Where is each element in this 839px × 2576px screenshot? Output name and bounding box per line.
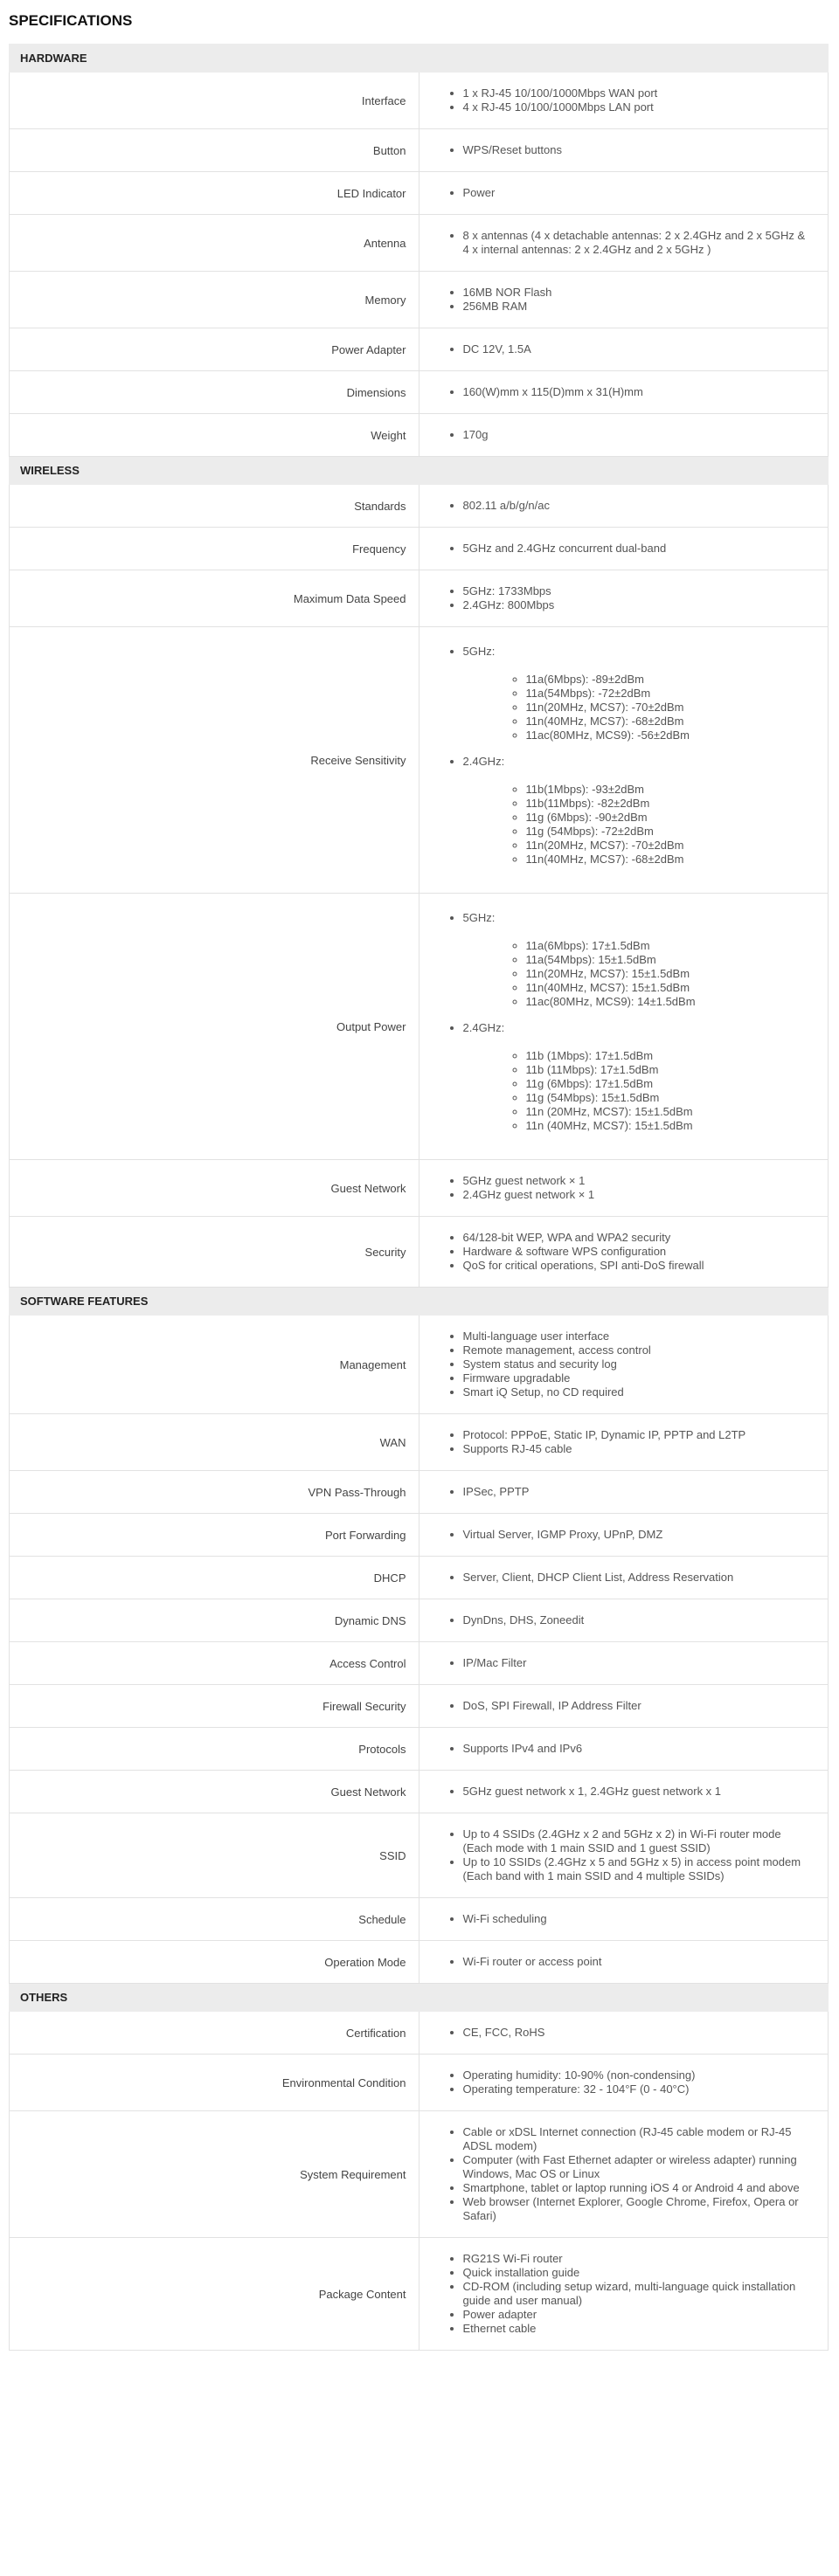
spec-value-item: • Smartphone, tablet or laptop running iOS 4 or Android 4 and above xyxy=(463,2181,811,2195)
spec-band-list xyxy=(463,673,811,742)
spec-value-item: • RG21S Wi-Fi router xyxy=(463,2252,811,2266)
spec-label: Port Forwarding xyxy=(10,1514,420,1557)
spec-value-list xyxy=(437,1528,811,1542)
spec-value xyxy=(419,1514,829,1557)
spec-label: Receive Sensitivity xyxy=(10,627,420,894)
spec-label: VPN Pass-Through xyxy=(10,1471,420,1514)
spec-value xyxy=(419,2012,829,2055)
spec-label: Output Power xyxy=(10,894,420,1160)
section-title: SOFTWARE FEATURES xyxy=(10,1288,829,1316)
spec-value xyxy=(419,328,829,371)
spec-band-item: ◦ 11ac(80MHz, MCS9): -56±2dBm xyxy=(526,729,811,742)
spec-value xyxy=(419,215,829,272)
spec-value-item: • Smart iQ Setup, no CD required xyxy=(463,1385,811,1399)
spec-label: Memory xyxy=(10,272,420,328)
spec-label: Dimensions xyxy=(10,371,420,414)
spec-value-item: • Cable or xDSL Internet connection (RJ-45 cable modem or RJ-45 ADSL modem) xyxy=(463,2125,811,2153)
spec-label: Management xyxy=(10,1316,420,1414)
spec-value-list xyxy=(437,229,811,257)
spec-row-operation-mode xyxy=(10,1941,829,1984)
spec-row-led-indicator xyxy=(10,172,829,215)
spec-label: Operation Mode xyxy=(10,1941,420,1984)
spec-value xyxy=(419,1316,829,1414)
spec-label: Protocols xyxy=(10,1728,420,1771)
spec-value xyxy=(419,1728,829,1771)
spec-value xyxy=(419,1898,829,1941)
spec-value-list xyxy=(437,542,811,556)
spec-row-package-content xyxy=(10,2238,829,2351)
spec-row-dimensions xyxy=(10,371,829,414)
spec-value-item: • Hardware & software WPS configuration xyxy=(463,1245,811,1259)
spec-value xyxy=(419,1813,829,1898)
spec-band-item: ◦ 11n(20MHz, MCS7): -70±2dBm xyxy=(526,839,811,853)
spec-value-item: • System status and security log xyxy=(463,1357,811,1371)
spec-band-list xyxy=(463,1049,811,1133)
spec-row-receive-sensitivity xyxy=(10,627,829,894)
spec-band-list xyxy=(463,783,811,867)
spec-row-output-power xyxy=(10,894,829,1160)
spec-value-item: • Up to 4 SSIDs (2.4GHz x 2 and 5GHz x 2) in Wi-Fi router mode (Each mode with 1 main SSID and 1 guest SSID) xyxy=(463,1827,811,1855)
spec-value-item: • WPS/Reset buttons xyxy=(463,143,811,157)
spec-value-item: • CD-ROM (including setup wizard, multi-language quick installation guide and user manual) xyxy=(463,2280,811,2308)
spec-value-item: • DynDns, DHS, Zoneedit xyxy=(463,1613,811,1627)
spec-value-list xyxy=(437,1785,811,1799)
spec-band-group xyxy=(463,645,811,742)
spec-value-item: • 4 x RJ-45 10/100/1000Mbps LAN port xyxy=(463,100,811,114)
spec-value-item: • 170g xyxy=(463,428,811,442)
section-header-hardware xyxy=(10,45,829,73)
spec-value-list xyxy=(437,1231,811,1273)
spec-value-item: • Ethernet cable xyxy=(463,2322,811,2336)
spec-label: Antenna xyxy=(10,215,420,272)
spec-row-port-forwarding xyxy=(10,1514,829,1557)
spec-value-list xyxy=(437,1699,811,1713)
spec-value xyxy=(419,627,829,894)
spec-value-list xyxy=(437,86,811,114)
spec-value-item: • Virtual Server, IGMP Proxy, UPnP, DMZ xyxy=(463,1528,811,1542)
spec-value-item: • QoS for critical operations, SPI anti-DoS firewall xyxy=(463,1259,811,1273)
spec-value-item: • 2.4GHz guest network × 1 xyxy=(463,1188,811,1202)
section-title: OTHERS xyxy=(10,1984,829,2012)
spec-value xyxy=(419,2055,829,2111)
spec-row-protocols xyxy=(10,1728,829,1771)
spec-value xyxy=(419,528,829,570)
spec-row-memory xyxy=(10,272,829,328)
section-header-others xyxy=(10,1984,829,2012)
spec-value-item: • Firmware upgradable xyxy=(463,1371,811,1385)
spec-band-label: 5GHz: xyxy=(462,911,496,924)
spec-band-group xyxy=(463,1021,811,1133)
spec-value-item: • 5GHz guest network × 1 xyxy=(463,1174,811,1188)
spec-row-system-requirement xyxy=(10,2111,829,2238)
spec-band-item: ◦ 11a(6Mbps): -89±2dBm xyxy=(526,673,811,687)
spec-row-dynamic-dns xyxy=(10,1599,829,1642)
spec-value-item: • Supports RJ-45 cable xyxy=(463,1442,811,1456)
section-title: WIRELESS xyxy=(10,457,829,485)
spec-value-item: • IP/Mac Filter xyxy=(463,1656,811,1670)
spec-value-item: • 256MB RAM xyxy=(463,300,811,314)
spec-band-item: ◦ 11n (20MHz, MCS7): 15±1.5dBm xyxy=(526,1105,811,1119)
spec-value-item: • DoS, SPI Firewall, IP Address Filter xyxy=(463,1699,811,1713)
spec-value xyxy=(419,1599,829,1642)
spec-value xyxy=(419,414,829,457)
spec-value-item: • Up to 10 SSIDs (2.4GHz x 5 and 5GHz x 5) in access point modem (Each band with 1 main SSID and 4 multiple SSIDs) xyxy=(463,1855,811,1883)
spec-value-list xyxy=(437,385,811,399)
spec-label: Frequency xyxy=(10,528,420,570)
spec-value xyxy=(419,172,829,215)
spec-label: DHCP xyxy=(10,1557,420,1599)
spec-value-item: • 8 x antennas (4 x detachable antennas: 2 x 2.4GHz and 2 x 5GHz & 4 x internal antennas: 2 x 2.4GHz and 2 x 5GHz ) xyxy=(463,229,811,257)
spec-band-item: ◦ 11b (11Mbps): 17±1.5dBm xyxy=(526,1063,811,1077)
spec-value-list xyxy=(437,584,811,612)
spec-band-group xyxy=(463,911,811,1009)
spec-row-certification xyxy=(10,2012,829,2055)
spec-label: Access Control xyxy=(10,1642,420,1685)
spec-row-wan xyxy=(10,1414,829,1471)
spec-value-list xyxy=(437,1485,811,1499)
spec-row-security xyxy=(10,1217,829,1288)
spec-band-label: 2.4GHz: xyxy=(462,1021,505,1034)
spec-band-group xyxy=(463,755,811,867)
spec-value-item: • Protocol: PPPoE, Static IP, Dynamic IP, PPTP and L2TP xyxy=(463,1428,811,1442)
spec-value xyxy=(419,1471,829,1514)
spec-value-item: • Remote management, access control xyxy=(463,1343,811,1357)
spec-row-interface xyxy=(10,73,829,129)
spec-label: LED Indicator xyxy=(10,172,420,215)
spec-value-list xyxy=(437,645,811,867)
spec-value xyxy=(419,371,829,414)
spec-row-schedule xyxy=(10,1898,829,1941)
spec-value-item: • 802.11 a/b/g/n/ac xyxy=(463,499,811,513)
spec-value-item: • 16MB NOR Flash xyxy=(463,286,811,300)
spec-value-list xyxy=(437,286,811,314)
spec-value-item: • Multi-language user interface xyxy=(463,1329,811,1343)
spec-value xyxy=(419,73,829,129)
spec-value-item: • Wi-Fi router or access point xyxy=(463,1955,811,1969)
spec-label: Power Adapter xyxy=(10,328,420,371)
spec-value-item: • 5GHz guest network x 1, 2.4GHz guest network x 1 xyxy=(463,1785,811,1799)
spec-label: SSID xyxy=(10,1813,420,1898)
spec-value-item: • IPSec, PPTP xyxy=(463,1485,811,1499)
spec-label: Guest Network xyxy=(10,1771,420,1813)
spec-value-item: • 64/128-bit WEP, WPA and WPA2 security xyxy=(463,1231,811,1245)
spec-value-item: • Quick installation guide xyxy=(463,2266,811,2280)
spec-band-label: 2.4GHz: xyxy=(462,755,505,768)
spec-label: Standards xyxy=(10,485,420,528)
spec-value-item: • 1 x RJ-45 10/100/1000Mbps WAN port xyxy=(463,86,811,100)
spec-value-item: • Wi-Fi scheduling xyxy=(463,1912,811,1926)
spec-value-list xyxy=(437,342,811,356)
spec-band-item: ◦ 11n(40MHz, MCS7): -68±2dBm xyxy=(526,715,811,729)
spec-value-item: • 2.4GHz: 800Mbps xyxy=(463,598,811,612)
page-title: SPECIFICATIONS xyxy=(9,12,133,29)
spec-value-list xyxy=(437,186,811,200)
spec-row-vpn-pass-through xyxy=(10,1471,829,1514)
spec-value-list xyxy=(437,1174,811,1202)
spec-value-list xyxy=(437,428,811,442)
section-header-wireless xyxy=(10,457,829,485)
spec-value-item: • Web browser (Internet Explorer, Google Chrome, Firefox, Opera or Safari) xyxy=(463,2195,811,2223)
spec-label: Schedule xyxy=(10,1898,420,1941)
spec-value-list xyxy=(437,2252,811,2336)
spec-value-list xyxy=(437,1571,811,1585)
spec-row-button xyxy=(10,129,829,172)
spec-row-standards xyxy=(10,485,829,528)
spec-band-item: ◦ 11ac(80MHz, MCS9): 14±1.5dBm xyxy=(526,995,811,1009)
spec-row-frequency xyxy=(10,528,829,570)
spec-value-list xyxy=(437,1613,811,1627)
spec-value-list xyxy=(437,911,811,1133)
spec-value xyxy=(419,1771,829,1813)
spec-row-weight xyxy=(10,414,829,457)
spec-label: Environmental Condition xyxy=(10,2055,420,2111)
spec-value-list xyxy=(437,1912,811,1926)
spec-value-item: • 5GHz and 2.4GHz concurrent dual-band xyxy=(463,542,811,556)
spec-label: Maximum Data Speed xyxy=(10,570,420,627)
spec-label: Guest Network xyxy=(10,1160,420,1217)
spec-band-item: ◦ 11g (54Mbps): 15±1.5dBm xyxy=(526,1091,811,1105)
spec-row-guest-network xyxy=(10,1160,829,1217)
spec-table-body xyxy=(10,45,829,2351)
spec-value-item: • DC 12V, 1.5A xyxy=(463,342,811,356)
spec-row-management xyxy=(10,1316,829,1414)
spec-band-item: ◦ 11b(11Mbps): -82±2dBm xyxy=(526,797,811,811)
spec-value-list xyxy=(437,1827,811,1883)
spec-value-list xyxy=(437,1656,811,1670)
spec-band-item: ◦ 11g (54Mbps): -72±2dBm xyxy=(526,825,811,839)
section-header-software-features xyxy=(10,1288,829,1316)
spec-band-item: ◦ 11b (1Mbps): 17±1.5dBm xyxy=(526,1049,811,1063)
spec-label: Package Content xyxy=(10,2238,420,2351)
spec-row-guest-network xyxy=(10,1771,829,1813)
spec-value-list xyxy=(437,143,811,157)
spec-label: WAN xyxy=(10,1414,420,1471)
spec-table xyxy=(9,44,829,2351)
spec-label: Certification xyxy=(10,2012,420,2055)
spec-value xyxy=(419,1217,829,1288)
spec-band-item: ◦ 11a(54Mbps): -72±2dBm xyxy=(526,687,811,701)
spec-value-list xyxy=(437,499,811,513)
spec-value-item: • Operating humidity: 10-90% (non-condensing) xyxy=(463,2068,811,2082)
spec-band-label: 5GHz: xyxy=(462,645,496,658)
spec-row-ssid xyxy=(10,1813,829,1898)
spec-value xyxy=(419,1642,829,1685)
spec-value xyxy=(419,2238,829,2351)
spec-label: Dynamic DNS xyxy=(10,1599,420,1642)
spec-row-firewall-security xyxy=(10,1685,829,1728)
spec-value xyxy=(419,1941,829,1984)
spec-label: Weight xyxy=(10,414,420,457)
spec-value xyxy=(419,894,829,1160)
spec-value-list xyxy=(437,1742,811,1756)
spec-value-list xyxy=(437,1955,811,1969)
spec-value-item: • Power adapter xyxy=(463,2308,811,2322)
spec-value xyxy=(419,570,829,627)
spec-value-list xyxy=(437,2026,811,2040)
section-title: HARDWARE xyxy=(10,45,829,73)
spec-band-item: ◦ 11g (6Mbps): -90±2dBm xyxy=(526,811,811,825)
spec-value xyxy=(419,1685,829,1728)
spec-band-item: ◦ 11n(40MHz, MCS7): 15±1.5dBm xyxy=(526,981,811,995)
spec-value xyxy=(419,1160,829,1217)
spec-value xyxy=(419,2111,829,2238)
spec-value xyxy=(419,272,829,328)
spec-value-item: • Computer (with Fast Ethernet adapter or wireless adapter) running Windows, Mac OS or Linux xyxy=(463,2153,811,2181)
spec-row-access-control xyxy=(10,1642,829,1685)
spec-band-item: ◦ 11g (6Mbps): 17±1.5dBm xyxy=(526,1077,811,1091)
spec-band-item: ◦ 11n(20MHz, MCS7): -70±2dBm xyxy=(526,701,811,715)
spec-band-list xyxy=(463,939,811,1009)
spec-value-item: • CE, FCC, RoHS xyxy=(463,2026,811,2040)
spec-value-list xyxy=(437,2125,811,2223)
spec-row-environmental-condition xyxy=(10,2055,829,2111)
spec-label: Interface xyxy=(10,73,420,129)
spec-row-power-adapter xyxy=(10,328,829,371)
spec-value xyxy=(419,1557,829,1599)
spec-value-list xyxy=(437,1329,811,1399)
spec-band-item: ◦ 11n(40MHz, MCS7): -68±2dBm xyxy=(526,853,811,867)
spec-band-item: ◦ 11a(6Mbps): 17±1.5dBm xyxy=(526,939,811,953)
spec-value-item: • Supports IPv4 and IPv6 xyxy=(463,1742,811,1756)
spec-row-dhcp xyxy=(10,1557,829,1599)
spec-value xyxy=(419,485,829,528)
spec-row-maximum-data-speed xyxy=(10,570,829,627)
spec-value xyxy=(419,1414,829,1471)
spec-band-item: ◦ 11n (40MHz, MCS7): 15±1.5dBm xyxy=(526,1119,811,1133)
spec-value xyxy=(419,129,829,172)
spec-value-list xyxy=(437,2068,811,2096)
spec-label: Security xyxy=(10,1217,420,1288)
spec-value-item: • 5GHz: 1733Mbps xyxy=(463,584,811,598)
spec-row-antenna xyxy=(10,215,829,272)
spec-band-item: ◦ 11a(54Mbps): 15±1.5dBm xyxy=(526,953,811,967)
spec-value-item: • 160(W)mm x 115(D)mm x 31(H)mm xyxy=(463,385,811,399)
spec-band-item: ◦ 11b(1Mbps): -93±2dBm xyxy=(526,783,811,797)
spec-label: Firewall Security xyxy=(10,1685,420,1728)
spec-value-item: • Power xyxy=(463,186,811,200)
spec-value-item: • Server, Client, DHCP Client List, Address Reservation xyxy=(463,1571,811,1585)
spec-label: System Requirement xyxy=(10,2111,420,2238)
spec-value-item: • Operating temperature: 32 - 104°F (0 - 40°C) xyxy=(463,2082,811,2096)
spec-label: Button xyxy=(10,129,420,172)
spec-band-item: ◦ 11n(20MHz, MCS7): 15±1.5dBm xyxy=(526,967,811,981)
spec-value-list xyxy=(437,1428,811,1456)
